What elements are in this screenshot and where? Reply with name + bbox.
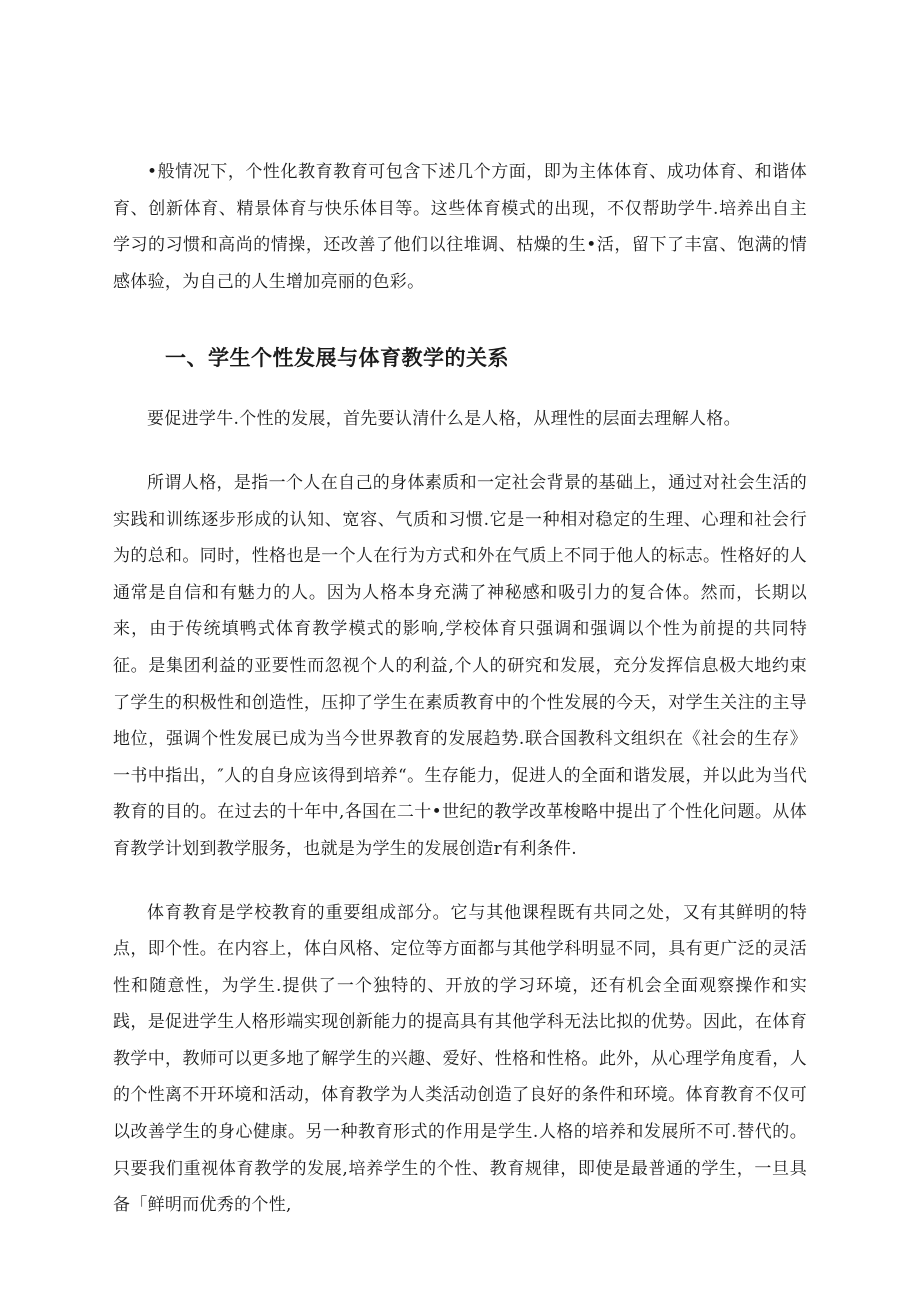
section-heading: 一、学生个性发展与体育教学的关系 xyxy=(165,345,509,371)
document-page xyxy=(113,150,807,1224)
paragraph-pe-education: 体育教育是学校教育的重要组成部分。它与其他课程既有共同之处，又有其鲜明的特点，即个性。在内容上，体白风格、定位等方面都与其他学科明显不同，具有更广泛的灵活性和随意性，为学生.提供了一个独特的、开放的学习环境，还有机会全面观察操作和实践，是促进学生人格形端实现创新能力的提高具有其他学科无法比拟的优势。因此，在体育教学中，教师可以更多地了解学生的兴趣、爱好、性格和性格。此外，从心理学角度看，人的个性离不开环境和活动，体育教学为人类活动创造了良好的条件和环境。体育教育不仅可以改善学生的身心健康。另一种教育形式的作用是学生.人格的培养和发展所不可.替代的。只要我们重视体育教学的发展,培养学生的个性、教育规律，即使是最普通的学生，一旦具备「鲜明而优秀的个性, xyxy=(113,902,807,1216)
paragraph-personality-definition: 所谓人格，是指一个人在自己的身体素质和一定社会背景的基础上，通过对社会生活的实践和训练逐步形成的认知、宽容、气质和习惯.它是一种相对稳定的生理、心理和社会行为的总和。同时，性格也是一个人在行为方式和外在气质上不同于他人的标志。性格好的人通常是自信和有魅力的人。因为人格本身充满了神秘感和吸引力的复合体。然而，长期以来，由于传统填鸭式体育教学模式的影响,学校体育只强调和强调以个性为前提的共同特征。是集团利益的亚要性而忽视个人的利益,个人的研究和发展，充分发挥信息极大地约束了学生的积极性和创造性，压抑了学生在素质教育中的个性发展的今天，对学生关注的主导地位，强调个性发展已成为当今世界教育的发展趋势.联合国教科文组织在《社会的生存》一书中指出，″人的自身应该得到培养“。生存能力，促进人的全面和谐发展，并以此为当代教育的目的。在过去的十年中,各国在二十•世纪的教学改革梭略中提出了个性化问题。从体育教学计划到教学服务，也就是为学生的发展创造r有利条件. xyxy=(113,472,807,859)
paragraph-personality-intro: 要促进学牛.个性的发展，首先要认清什么是人格，从理性的层面去理解人格。 xyxy=(147,409,741,430)
paragraph-intro: •般情况下，个性化教育教育可包含下述几个方面，即为主体体育、成功体育、和谐体育、创新体育、精景体育与快乐体目等。这些体育模式的出现，不仅帮助学牛.培养出自主学习的习惯和高尚的情操，还改善了他们以往堆调、枯燥的生•活，留下了丰富、饱满的情感体验，为自己的人生增加亮丽的色彩。 xyxy=(113,162,807,292)
